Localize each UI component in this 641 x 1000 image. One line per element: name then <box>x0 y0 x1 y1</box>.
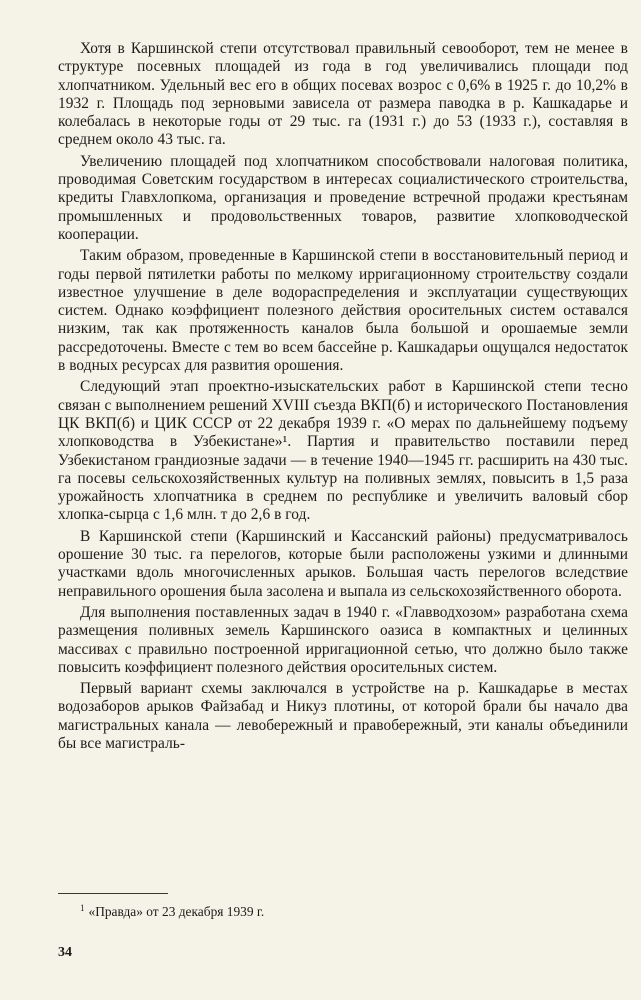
footnote <box>80 900 600 920</box>
paragraph: Следующий этап проектно-изыскательских работ в Каршинской степи тесно связан с выполнением решений XVIII съезда ВКП(б) и исторического Постановления ЦК ВКП(б) и ЦИК СССР от 22 декабря 1939 г. «О мерах по дальнейшему подъему хлопководства в Узбекистане»¹. Партия и правительство поставили перед Узбекистаном грандиозные задачи — в течение 1940—1945 гг. расширить на 430 тыс. га посевы сельскохозяйственных культур на поливных землях, повысить в 1,5 раза урожайность хлопчатника в среднем по республике и увеличить валовый сбор хлопка-сырца с 1,6 млн. т до 2,6 в год. <box>58 378 628 524</box>
paragraph: Увеличению площадей под хлопчатником способствовали налоговая политика, проводимая Советским государством в интересах социалистического строительства, кредиты Главхлопкома, организация и проведение встречной продажи крестьянам промышленных и продовольственных товаров, развитие хлопководческой кооперации. <box>58 152 628 243</box>
footnote-mark: 1 <box>80 903 85 913</box>
footnote-text: «Правда» от 23 декабря 1939 г. <box>88 904 265 919</box>
paragraph: В Каршинской степи (Каршинский и Кассанский районы) предусматривалось орошение 30 тыс. га перелогов, которые были расположены узкими и длинными участками вдоль многочисленных арыков. Большая часть перелогов вследствие неправильного орошения была засолена и выпала из сельскохозяйственного оборота. <box>58 527 628 600</box>
paragraph: Таким образом, проведенные в Каршинской степи в восстановительный период и годы первой пятилетки работы по мелкому ирригационному строительству создали известное улучшение в деле водораспределения и эксплуатации существующих систем. Однако коэффициент полезного действия оросительных систем оставался низким, так как протяженность каналов была большой и орошаемые земли рассредоточены. Вместе с тем во всем бассейне р. Кашкадарьи ощущался недостаток в водных ресурсах для развития орошения. <box>58 247 628 375</box>
footnote-divider <box>58 893 168 894</box>
paragraph: Первый вариант схемы заключался в устройстве на р. Кашкадарье в местах водозаборов арыков Файзабад и Никуз плотины, от которой брали бы начало два магистральных канала — левобережный и правобережный, эти каналы объединили бы все магистраль- <box>58 680 628 752</box>
page-number: 34 <box>58 945 72 960</box>
main-text <box>58 40 628 753</box>
paragraph: Для выполнения поставленных задач в 1940 г. «Главводхозом» разработана схема размещения поливных земель Каршинского оазиса в компактных и целинных массивах с правильно построенной ирригационной сетью, что должно было также повысить коэффициент полезного действия оросительных систем. <box>58 603 628 676</box>
paragraph: Хотя в Каршинской степи отсутствовал правильный севооборот, тем не менее в структуре посевных площадей из года в год увеличивались площади под хлопчатником. Удельный вес его в общих посевах возрос с 0,6% в 1925 г. до 10,2% в 1932 г. Площадь под зерновыми зависела от размера паводка в р. Кашкадарье и колебалась в некоторые годы от 29 тыс. га (1931 г.) до 53 (1933 г.), составляя в среднем около 43 тыс. га. <box>58 40 628 149</box>
